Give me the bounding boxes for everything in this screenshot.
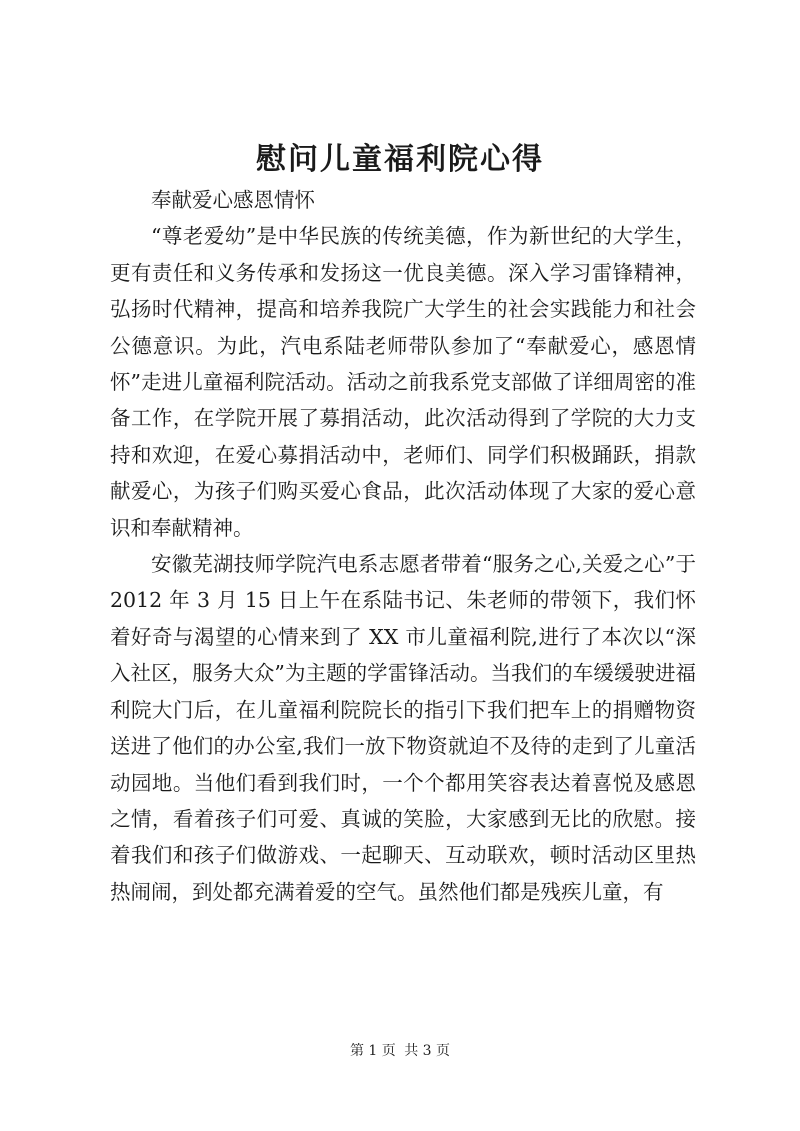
page-number: 第 1 页 — [349, 1043, 396, 1059]
paragraph-2: 安徽芜湖技师学院汽电系志愿者带着“服务之心,关爱之心”于 2012 年 3 月 15 日上午在系陆书记、朱老师的带领下，我们怀着好奇与渴望的心情来到了 XX 市儿童福利院,进行了本次以“深入社区，服务大众”为主题的学雷锋活动。当我们的车缓缓驶进福利院大门后，在儿童福利院院长的指引下我们把车上的捐赠物资送进了他们的办公室,我们一放下物资就迫不及待的走到了儿童活动园地。当他们看到我们时，一个个都用笑容表达着喜悦及感恩之情，看着孩子们可爱、真诚的笑脸，大家感到无比的欣慰。接着我们和孩子们做游戏、一起聊天、互动联欢，顿时活动区里热热闹闹，到处都充满着爱的空气。虽然他们都是残疾儿童，有 — [110, 552, 696, 904]
page-total: 共 3 页 — [404, 1043, 451, 1059]
document-title: 慰问儿童福利院心得 — [256, 142, 544, 177]
document-subtitle: 奉献爱心感恩情怀 — [151, 188, 315, 212]
page-footer — [0, 1042, 800, 1060]
paragraph-1: “尊老爱幼”是中华民族的传统美德，作为新世纪的大学生，更有责任和义务传承和发扬这一优良美德。深入学习雷锋精神，弘扬时代精神，提高和培养我院广大学生的社会实践能力和社会公德意识。为此，汽电系陆老师带队参加了“奉献爱心，感恩情怀”走进儿童福利院活动。活动之前我系党支部做了详细周密的准备工作，在学院开展了募捐活动，此次活动得到了学院的大力支持和欢迎，在爱心募捐活动中，老师们、同学们积极踊跃，捐款献爱心，为孩子们购买爱心食品，此次活动体现了大家的爱心意识和奉献精神。 — [110, 224, 696, 540]
document-body — [110, 182, 696, 910]
